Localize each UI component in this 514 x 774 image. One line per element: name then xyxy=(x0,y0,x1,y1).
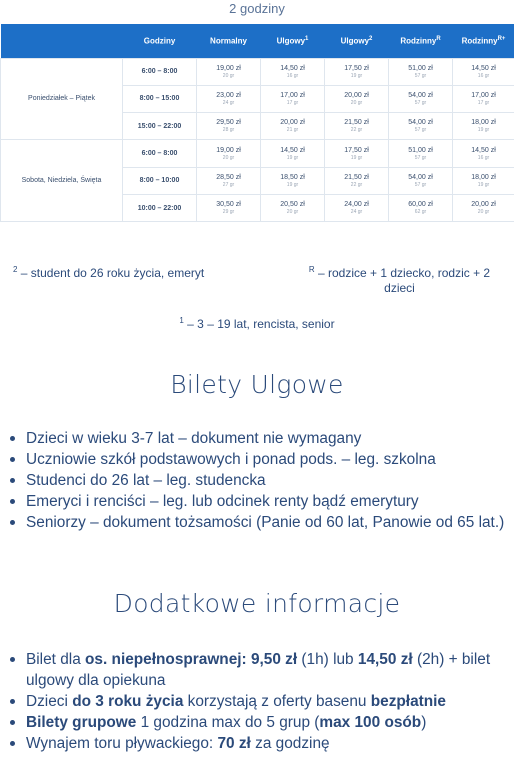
page-heading: 2 godziny xyxy=(229,1,285,16)
table-row xyxy=(1,58,514,85)
price-per-minute: 28 gr xyxy=(222,127,235,134)
price-cell xyxy=(261,140,325,167)
price-per-minute: 27 gr xyxy=(222,181,235,188)
list-item: Emeryci i renciści – leg. lub odcinek renty bądź emerytury xyxy=(8,491,514,512)
price-cell xyxy=(325,58,389,85)
price-cell xyxy=(197,85,261,112)
header-cell-normalny: Normalny xyxy=(197,24,261,58)
price-per-minute: 19 gr xyxy=(286,181,299,188)
price-cell xyxy=(453,113,514,140)
price-per-minute: 24 gr xyxy=(222,99,235,106)
dodatkowe-list xyxy=(8,649,514,754)
price-cell xyxy=(325,113,389,140)
price-cell xyxy=(261,194,325,221)
hours-cell: 6:00 – 8:00 xyxy=(123,58,197,85)
price-per-minute: 57 gr xyxy=(414,181,427,188)
price-value: 28,50 zł xyxy=(216,173,241,181)
day-cell: Poniedziałek – Piątek xyxy=(1,58,123,140)
hours-cell: 15:00 – 22:00 xyxy=(123,113,197,140)
price-per-minute: 20 gr xyxy=(222,72,235,79)
price-per-minute: 16 gr xyxy=(286,72,299,79)
price-table xyxy=(0,24,514,222)
bold-text: 70 zł xyxy=(217,735,251,752)
price-per-minute: 57 gr xyxy=(414,72,427,79)
hours-cell: 6:00 – 8:00 xyxy=(123,140,197,167)
price-value: 18,50 zł xyxy=(280,173,305,181)
text: (2h) + bilet ulgowy dla opiekuna xyxy=(26,651,491,689)
text: ) xyxy=(421,714,427,731)
price-per-minute: 19 gr xyxy=(477,181,490,188)
day-cell: Sobota, Niedziela, Święta xyxy=(1,140,123,222)
price-value: 20,50 zł xyxy=(280,201,305,209)
bold-text: os. niepełnosprawnej: 9,50 zł xyxy=(85,651,298,668)
hours-cell: 8:00 – 15:00 xyxy=(123,85,197,112)
list-item: Uczniowie szkół podstawowych i ponad pods. – leg. szkolna xyxy=(8,449,514,470)
note-rodzinny: $^R$ – rodzice + 1 dziecko, rodzic + 2 dzieci xyxy=(308,265,491,295)
price-per-minute: 57 gr xyxy=(414,127,427,134)
price-cell xyxy=(389,167,453,194)
price-per-minute: 20 gr xyxy=(286,209,299,216)
price-per-minute: 57 gr xyxy=(414,99,427,106)
price-per-minute: 16 gr xyxy=(477,72,490,79)
price-cell xyxy=(453,167,514,194)
list-item: Seniorzy – dokument tożsamości (Panie od 60 lat, Panowie od 65 lat.) xyxy=(8,512,514,533)
bold-text: 14,50 zł xyxy=(357,651,413,668)
price-value: 18,00 zł xyxy=(471,119,496,127)
price-cell xyxy=(453,194,514,221)
price-cell xyxy=(325,194,389,221)
price-value: 20,00 zł xyxy=(344,91,369,99)
price-cell xyxy=(389,194,453,221)
header-cell-rodzinny-r: Rodzinny$^R$ xyxy=(389,24,453,58)
price-cell xyxy=(453,140,514,167)
list-item: Studenci do 26 lat – leg. studencka xyxy=(8,470,514,491)
price-cell xyxy=(325,140,389,167)
price-table-header xyxy=(1,24,514,58)
price-per-minute: 24 gr xyxy=(350,209,363,216)
text: Wynajem toru pływackiego: xyxy=(26,735,218,752)
header-cell-ulgowy-1: Ulgowy$^1$ xyxy=(261,24,325,58)
price-cell xyxy=(453,58,514,85)
price-value: 21,50 zł xyxy=(344,173,369,181)
price-per-minute: 17 gr xyxy=(286,99,299,106)
price-value: 14,50 zł xyxy=(471,146,496,154)
price-cell xyxy=(389,85,453,112)
price-per-minute: 62 gr xyxy=(414,209,427,216)
price-cell xyxy=(197,140,261,167)
list-item xyxy=(8,712,514,733)
header-cell xyxy=(1,24,123,58)
price-value: 14,50 zł xyxy=(280,64,305,72)
price-cell xyxy=(197,194,261,221)
price-value: 23,00 zł xyxy=(216,91,241,99)
header-cell-hours: Godziny xyxy=(123,24,197,58)
table-row xyxy=(1,140,514,167)
price-cell xyxy=(261,113,325,140)
section-title-ulgowe: Bilety Ulgowe xyxy=(170,370,344,399)
hours-cell: 8:00 – 10:00 xyxy=(123,167,197,194)
price-per-minute: 22 gr xyxy=(350,127,363,134)
price-cell xyxy=(453,85,514,112)
text: korzystają z oferty basenu xyxy=(183,693,371,710)
price-cell xyxy=(197,113,261,140)
section-title-dodatkowe: Dodatkowe informacje xyxy=(113,589,401,618)
bold-text: bezpłatnie xyxy=(370,693,446,710)
price-per-minute: 57 gr xyxy=(414,154,427,161)
price-value: 20,00 zł xyxy=(471,201,496,209)
price-value: 20,00 zł xyxy=(280,119,305,127)
price-cell xyxy=(389,140,453,167)
price-value: 29,50 zł xyxy=(216,119,241,127)
price-value: 51,00 zł xyxy=(408,146,433,154)
note-ulgowy-2: $^2$ – student do 26 roku życia, emeryt xyxy=(13,265,205,280)
price-cell xyxy=(325,85,389,112)
price-value: 19,00 zł xyxy=(216,146,241,154)
price-per-minute: 29 gr xyxy=(222,209,235,216)
text: Bilet dla xyxy=(26,651,86,668)
price-cell xyxy=(261,167,325,194)
text: (1h) lub xyxy=(297,651,358,668)
price-value: 17,00 zł xyxy=(280,91,305,99)
price-cell xyxy=(325,167,389,194)
price-value: 51,00 zł xyxy=(408,64,433,72)
header-cell-ulgowy-2: Ulgowy$^2$ xyxy=(325,24,389,58)
header-cell-rodzinny-r-plus: Rodzinny$^{R+}$ xyxy=(453,24,514,58)
price-per-minute: 16 gr xyxy=(477,154,490,161)
price-value: 14,50 zł xyxy=(280,146,305,154)
list-item: Dzieci w wieku 3-7 lat – dokument nie wymagany xyxy=(8,428,514,449)
ulgowe-list xyxy=(8,428,514,533)
price-cell xyxy=(197,58,261,85)
text: 1 godzina max do 5 grup ( xyxy=(136,714,320,731)
bold-text: do 3 roku życia xyxy=(72,693,184,710)
price-cell xyxy=(261,85,325,112)
price-per-minute: 22 gr xyxy=(350,181,363,188)
price-value: 17,00 zł xyxy=(471,91,496,99)
price-per-minute: 19 gr xyxy=(350,72,363,79)
hours-cell: 10:00 – 22:00 xyxy=(123,194,197,221)
price-value: 54,00 zł xyxy=(408,119,433,127)
price-value: 24,00 zł xyxy=(344,201,369,209)
bold-text: Bilety grupowe xyxy=(26,714,137,731)
price-value: 19,00 zł xyxy=(216,64,241,72)
price-per-minute: 19 gr xyxy=(477,127,490,134)
price-value: 14,50 zł xyxy=(471,64,496,72)
price-per-minute: 20 gr xyxy=(477,209,490,216)
list-item xyxy=(8,691,514,712)
list-item xyxy=(8,649,514,691)
note-ulgowy-1: $^1$ – 3 – 19 lat, rencista, senior xyxy=(179,316,335,331)
price-per-minute: 17 gr xyxy=(477,99,490,106)
price-value: 54,00 zł xyxy=(408,91,433,99)
price-per-minute: 21 gr xyxy=(286,127,299,134)
text: Dzieci xyxy=(26,693,73,710)
price-per-minute: 20 gr xyxy=(222,154,235,161)
price-value: 21,50 zł xyxy=(344,119,369,127)
list-item xyxy=(8,733,514,754)
price-per-minute: 20 gr xyxy=(350,99,363,106)
price-value: 54,00 zł xyxy=(408,173,433,181)
price-value: 17,50 zł xyxy=(344,64,369,72)
price-per-minute: 19 gr xyxy=(350,154,363,161)
price-cell xyxy=(389,113,453,140)
price-cell xyxy=(261,58,325,85)
price-per-minute: 19 gr xyxy=(286,154,299,161)
bold-text: max 100 osób xyxy=(319,714,422,731)
price-cell xyxy=(389,58,453,85)
price-cell xyxy=(197,167,261,194)
price-value: 17,50 zł xyxy=(344,146,369,154)
text: za godzinę xyxy=(250,735,330,752)
price-value: 60,00 zł xyxy=(408,201,433,209)
price-value: 30,50 zł xyxy=(216,201,241,209)
price-value: 18,00 zł xyxy=(471,173,496,181)
